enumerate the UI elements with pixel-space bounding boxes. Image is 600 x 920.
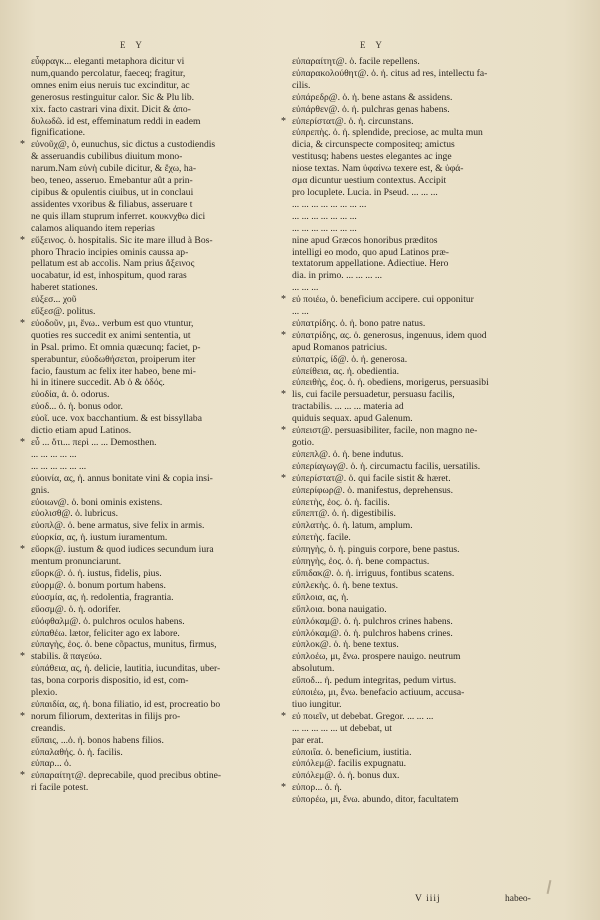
text-line [283, 151, 573, 163]
text-line [283, 628, 573, 640]
line-text: dictio etiam apud Latinos. [31, 425, 132, 437]
line-text: generosus restinguitur calor. Sic & Plu lib. [31, 91, 195, 103]
margin-asterisk: * [281, 329, 286, 341]
text-line [22, 366, 290, 378]
text-line [22, 116, 290, 128]
line-text: εὐπλατὴς. ὁ. ἡ. latum, amplum. [292, 520, 413, 532]
text-line [22, 294, 290, 306]
text-line [283, 532, 573, 544]
line-text: εὐπατρίδης, ας. ὁ. generosus, ingenuus, idem quod [292, 329, 487, 341]
line-text: εὐοινία, ας, ἡ. annus bonitate vini & copia insi- [31, 472, 213, 484]
margin-asterisk: * [20, 710, 25, 722]
line-text: εὐποιέω, μι, ἔνω. benefacio actiuum, accusa- [292, 687, 465, 699]
line-text: uocabatur, id est, inhospitum, quod raras [31, 270, 187, 282]
text-line [283, 56, 573, 68]
text-line [283, 758, 573, 770]
text-line [283, 735, 573, 747]
text-line [22, 413, 290, 425]
line-text: ri facile potest. [31, 782, 89, 794]
line-text: εὐπαραίτητ@. deprecabile, quod precibus obtine- [31, 770, 222, 782]
line-text: nine apud Græcos honoribus præditos [292, 234, 438, 246]
text-line [283, 116, 573, 128]
line-text: εὐπρεπὴς. ὁ. ἡ. splendide, preciose, ac multa mun [292, 127, 483, 139]
line-text: εὐπόλεμ@. facilis expugnatu. [292, 758, 407, 770]
text-line [283, 104, 573, 116]
right-column [283, 56, 573, 806]
text-line [283, 389, 573, 401]
left-column [22, 56, 290, 794]
line-text: dia. in primo. ... ... ... ... [292, 270, 383, 282]
line-text: εὐοδία, ἁ. ὁ. odorus. [31, 389, 110, 401]
line-text: ... ... [292, 306, 309, 318]
line-text: quiduis sequax. apud Galenum. [292, 413, 413, 425]
text-line [22, 616, 290, 628]
text-line [22, 449, 290, 461]
text-line [283, 687, 573, 699]
text-line [22, 544, 290, 556]
text-line [22, 187, 290, 199]
line-text: ... ... ... ... ... ... ... ... [292, 198, 367, 210]
text-line [283, 270, 573, 282]
line-text: niose textas. Nam ὑφαίνω texere est, & ὑφά- [292, 163, 464, 175]
text-line [22, 675, 290, 687]
line-text: εὔορκ@. iustum & quod iudices secundum iura [31, 544, 214, 556]
text-line [22, 211, 290, 223]
line-text: εὐοδ... ὁ. ἡ. bonus odor. [31, 401, 123, 413]
text-line [22, 127, 290, 139]
text-line [283, 342, 573, 354]
text-line [283, 616, 573, 628]
line-text: phoro Thracio incipies ominis caussa ap- [31, 246, 189, 258]
text-line [22, 628, 290, 640]
line-text: εὐπλόκαμ@. ὁ. ἡ. pulchros crines habens. [292, 615, 453, 627]
margin-asterisk: * [20, 234, 25, 246]
line-text: absolutum. [292, 663, 335, 675]
text-line [22, 139, 290, 151]
text-line [22, 687, 290, 699]
margin-asterisk: * [281, 472, 286, 484]
line-text: εὐορκία, ας, ἡ. iustum iuramentum. [31, 532, 168, 544]
text-line [22, 604, 290, 616]
text-line [22, 758, 290, 770]
text-line [22, 723, 290, 735]
line-text: εὐπορ... ὁ. ἡ. [292, 782, 342, 794]
text-line [283, 294, 573, 306]
margin-asterisk: * [20, 770, 25, 782]
margin-asterisk: * [281, 294, 286, 306]
text-line [22, 508, 290, 520]
line-text: εὔξεινος. ὁ. hospitalis. Sic ite mare illud à Bos- [31, 234, 213, 246]
line-text: εὐπειθὴς, ἐος. ὁ. ἡ. obediens, morigerus, persuasibi [292, 377, 489, 389]
line-text: plexio. [31, 687, 58, 699]
line-text: ne quis illam stuprum inferret. κουκνχθω dici [31, 210, 206, 222]
margin-asterisk: * [281, 782, 286, 794]
text-line [283, 675, 573, 687]
line-text: εὐπερίστατ@. ὁ. qui facile sistit & hæret. [292, 472, 451, 484]
text-line [22, 342, 290, 354]
line-text: εὐπειστ@. persuasibiliter, facile, non magno ne- [292, 425, 478, 437]
line-text: assidentes vxoribus & filiabus, asseruare t [31, 198, 193, 210]
line-text: omnes enim eius neruis tuc excinditur, ac [31, 79, 190, 91]
text-line [22, 473, 290, 485]
line-text: hi in itinere succedit. Ab ὁ & ὁδός. [31, 377, 165, 389]
paper-mark [547, 880, 552, 894]
line-text: haberet stationes. [31, 282, 98, 294]
line-text: εὐολισθ@. ὁ. lubricus. [31, 508, 118, 520]
line-text: pellatum est ab accolis. Nam prius ἄξεινος [31, 258, 195, 270]
text-line [283, 366, 573, 378]
margin-asterisk: * [20, 544, 25, 556]
line-text: cilis. [292, 79, 311, 91]
text-line [22, 735, 290, 747]
text-line [283, 318, 573, 330]
text-line [283, 330, 573, 342]
line-text: εὐοδοῦν, μι, ἔνω.. verbum est quo vtuntur, [31, 317, 194, 329]
line-text: num,quando percolatur, faeceq; fragitur, [31, 67, 186, 79]
line-text: pro locuplete. Lucia. in Pseud. ... ... ... [292, 186, 438, 198]
line-text: ... ... ... ... ... ... [31, 460, 87, 472]
line-text: εὐπαραίτητ@. ὁ. facile repellens. [292, 56, 420, 67]
text-line [22, 282, 290, 294]
line-text: σμα dicuntur uestium contextus. Accipit [292, 175, 447, 187]
margin-asterisk: * [20, 317, 25, 329]
line-text: fignificatione. [31, 127, 86, 139]
text-line [22, 270, 290, 282]
line-text: εὔοσμ@. ὁ. ἡ. odorifer. [31, 603, 121, 615]
text-line [283, 639, 573, 651]
text-line [283, 497, 573, 509]
text-line [22, 485, 290, 497]
text-line [283, 282, 573, 294]
signature-mark: V iiij [415, 894, 441, 904]
text-line [22, 389, 290, 401]
line-text: vestitusq; habens uestes elegantes ac inge [292, 151, 452, 163]
line-text: stabilis. ἃ παγεύω. [31, 651, 102, 663]
text-line [283, 794, 573, 806]
line-text: εὐπλεκὴς. ὁ. ἡ. bene textus. [292, 579, 398, 591]
text-line [283, 580, 573, 592]
line-text: εὐνοῦχ@, ὁ, eunuchus, sic dictus a custodiendis [31, 139, 216, 151]
text-line [283, 235, 573, 247]
text-line [22, 437, 290, 449]
text-line [22, 699, 290, 711]
text-line [22, 199, 290, 211]
line-text: εὐοῖ. uce. vox bacchantium. & est bissyllaba [31, 413, 202, 425]
text-line [22, 651, 290, 663]
line-text: εὐπαθέω. lætor, feliciter ago ex labore. [31, 627, 180, 639]
text-line [283, 473, 573, 485]
text-line [283, 449, 573, 461]
text-line [283, 568, 573, 580]
line-text: mentum pronunciarunt. [31, 556, 122, 568]
line-text: εὐπαρακολούθητ@. ὁ. ἡ. citus ad res, intellectu fa- [292, 67, 488, 79]
line-text: narum.Nam εὐνὴ cubile dicitur, & ἔχω, ha- [31, 163, 197, 175]
line-text: ... ... ... ... ... ... ... [292, 210, 357, 222]
text-line [283, 80, 573, 92]
text-line [22, 104, 290, 116]
margin-asterisk: * [281, 389, 286, 401]
text-line [22, 520, 290, 532]
text-line [22, 258, 290, 270]
text-line [22, 68, 290, 80]
text-line [283, 663, 573, 675]
line-text: gnis. [31, 484, 50, 496]
line-text: par erat. [292, 734, 324, 746]
line-text: sperabuntur, εὐοδωθήσεται, proiperum iter [31, 353, 196, 365]
text-line [22, 461, 290, 473]
line-text: gotio. [292, 437, 315, 448]
line-text: εὐ ποιεῖν, ut debebat. Gregor. ... ... ... [292, 710, 434, 722]
line-text: εὖ ... ὅτι... περὶ ... ... Demosthen. [31, 437, 157, 448]
text-line [22, 92, 290, 104]
line-text: ... ... ... ... ... ut debebat, ut [292, 722, 392, 734]
text-line [22, 747, 290, 759]
text-line [283, 175, 573, 187]
line-text: εὔορκ@. ὁ. ἡ. iustus, fidelis, pius. [31, 567, 162, 579]
text-line [22, 80, 290, 92]
text-line [22, 711, 290, 723]
line-text: εὐπαγὴς, ἐος. ὁ. bene cõpactus, munitus, firmus, [31, 639, 217, 651]
text-line [283, 508, 573, 520]
line-text: εὐπερίστατ@. ὁ. ἡ. circunstans. [292, 115, 414, 127]
line-text: εὐπαλαθής. ὁ. ἡ. facilis. [31, 746, 123, 758]
text-line [22, 497, 290, 509]
line-text: εὐπείθεια, ας. ἡ. obedientia. [292, 365, 400, 377]
margin-asterisk: * [20, 139, 25, 151]
text-line [283, 139, 573, 151]
line-text: εὔπεπτ@. ὁ. ἡ. digestibilis. [292, 508, 396, 520]
text-line [22, 318, 290, 330]
line-text: εὐπορέω, μι, ἔνω. abundo, ditor, facultatem [292, 794, 459, 806]
text-line [22, 568, 290, 580]
line-text: εὐπετὴς, ἐος. ὁ. ἡ. facilis. [292, 496, 390, 508]
line-text: & asseruandis cubilibus diuitum mono- [31, 151, 183, 163]
text-line [22, 56, 290, 68]
line-text: beo, teneo, asseruo. Emebantur aût a prin- [31, 175, 193, 187]
line-text: εὐπερίφωρ@. ὁ. manifestus, deprehensus. [292, 484, 454, 496]
text-line [283, 163, 573, 175]
line-text: quoties res succedit ex animi sententia, ut [31, 329, 191, 341]
line-text: εὐπλοέω, μι, ἔνω. prospere nauigo. neutrum [292, 651, 461, 663]
line-text: facio, faustum ac felix iter habeo, bene mi- [31, 365, 196, 377]
line-text: εὔπαις, ...ὁ. ἡ. bonos habens filios. [31, 734, 164, 746]
text-line [283, 199, 573, 211]
text-line [22, 354, 290, 366]
text-line [22, 770, 290, 782]
margin-asterisk: * [281, 115, 286, 127]
text-line [22, 532, 290, 544]
text-line [22, 592, 290, 604]
line-text: εὐπηγὴς, ἐος. ὁ. ἡ. bene compactus. [292, 556, 430, 568]
line-text: εὐπατρίδης. ὁ. ἡ. bono patre natus. [292, 317, 426, 329]
text-line [283, 211, 573, 223]
line-text: εὐπηγὴς, ὁ. ἡ. pinguis corpore, bene pastus. [292, 544, 460, 556]
line-text: δυλωδῶ. id est, effeminatum reddi in eadem [31, 115, 201, 127]
line-text: εὐξεσ... χοῦ [31, 294, 77, 306]
line-text: εὐπόλεμ@. ὁ. ἡ. bonus dux. [292, 770, 400, 782]
line-text: textatorum appellatione. Adiectiue. Hero [292, 258, 449, 270]
line-text: εὐπατρίς, ίδ@. ὁ. ἡ. generosa. [292, 353, 408, 365]
text-line [283, 127, 573, 139]
line-text: lis, cui facile persuadetur, persuasu facilis, [292, 389, 455, 401]
line-text: dicia, & circunspecte compositeq; amictus [292, 139, 455, 151]
line-text: εὐορμ@. ὁ. bonum portum habens. [31, 579, 166, 591]
text-line [22, 556, 290, 568]
line-text: εὐπαρ... ὁ. [31, 758, 72, 770]
text-line [283, 592, 573, 604]
margin-asterisk: * [281, 425, 286, 437]
margin-asterisk: * [20, 437, 25, 448]
line-text: ... ... ... ... ... [31, 448, 77, 460]
line-text: εὐπάρθεν@. ὁ. ἡ. pulchras genas habens. [292, 103, 450, 115]
line-text: cipibus & opulentis ciuibus, ut in conclaui [31, 186, 194, 198]
line-text: εὐπεπλ@. ὁ. ἡ. bene indutus. [292, 448, 404, 460]
running-head-left: E Y [120, 40, 146, 50]
line-text: εὐοιων@. ὁ. boni ominis existens. [31, 496, 163, 508]
text-line [283, 782, 573, 794]
text-line [283, 485, 573, 497]
margin-asterisk: * [20, 651, 25, 663]
text-line [22, 330, 290, 342]
text-line [22, 223, 290, 235]
text-line [22, 151, 290, 163]
line-text: εὐπαιδία, ας, ἡ. bona filiatio, id est, procreatio bo [31, 698, 221, 710]
line-text: εὐπλόκαμ@. ὁ. ἡ. pulchros habens crines. [292, 627, 453, 639]
text-line [283, 520, 573, 532]
line-text: in Psal. primo. Et omnia quæcunq; faciet, p- [31, 341, 201, 353]
text-line [22, 175, 290, 187]
line-text: εὐπερίαγωγ@. ὁ. ἡ. circumactu facilis, uersatilis. [292, 460, 481, 472]
text-line [283, 699, 573, 711]
line-text: tractabilis. ... ... ... materia ad [292, 401, 404, 413]
line-text: tas, bona corporis dispositio, id est, com- [31, 675, 189, 687]
text-line [283, 556, 573, 568]
text-line [283, 354, 573, 366]
line-text: εὐποιΐα. ὁ. beneficium, iustitia. [292, 746, 412, 758]
text-line [283, 306, 573, 318]
line-text: εὐόφθαλμ@. ὁ. pulchros oculos habens. [31, 615, 185, 627]
text-line [22, 401, 290, 413]
line-text: ... ... ... [292, 282, 319, 294]
line-text: εὐπλοκ@. ὁ. ἡ. bene textus. [292, 639, 399, 651]
text-line [22, 782, 290, 794]
text-line [283, 747, 573, 759]
line-text: εὔποδ... ἡ. pedum integritas, pedum virtus. [292, 675, 457, 687]
text-line [283, 711, 573, 723]
text-line [283, 544, 573, 556]
line-text: εὐπετὴς. facile. [292, 532, 351, 544]
text-line [22, 580, 290, 592]
line-text: εὖφραγκ... eleganti metaphora dicitur vi [31, 56, 185, 67]
line-text: εὐπάθεια, ας, ἡ. delicie, lautitia, iucunditas, uber- [31, 663, 221, 675]
text-line [283, 770, 573, 782]
text-line [283, 401, 573, 413]
text-line [22, 235, 290, 247]
text-line [283, 723, 573, 735]
line-text: xix. facto castrari vina dixit. Dicit & ἀπο- [31, 103, 191, 115]
line-text: εὔξεσ@. politus. [31, 306, 96, 318]
text-line [22, 639, 290, 651]
text-line [283, 604, 573, 616]
line-text: εὐ ποιέω, ὁ. beneficium accipere. cui opponitur [292, 294, 474, 306]
line-text: εὔπλοια, ας, ἡ. [292, 591, 349, 603]
text-line [283, 92, 573, 104]
line-text: εὐοσμία, ας, ἡ. redolentia, fragrantia. [31, 591, 174, 603]
text-line [283, 437, 573, 449]
text-line [283, 223, 573, 235]
line-text: εὐπάρεδρ@. ὁ. ἡ. bene astans & assidens. [292, 91, 453, 103]
line-text: apud Romanos patricius. [292, 341, 388, 353]
line-text: εὔπλοια. bona nauigatio. [292, 603, 387, 615]
text-line [22, 306, 290, 318]
margin-asterisk: * [281, 710, 286, 722]
line-text: creandis. [31, 722, 66, 734]
text-line [22, 377, 290, 389]
text-line [283, 651, 573, 663]
text-line [283, 377, 573, 389]
line-text: εὐοπλ@. ὁ. bene armatus, sive felix in armis. [31, 520, 205, 532]
text-line [22, 425, 290, 437]
text-line [283, 413, 573, 425]
text-line [22, 163, 290, 175]
catchword: habeo- [505, 894, 531, 904]
line-text: calamos aliquando item reperias [31, 222, 155, 234]
line-text: ... ... ... ... ... ... ... [292, 222, 357, 234]
line-text: εὔπιδακ@. ὁ. ἡ. irriguus, fontibus scatens. [292, 567, 455, 579]
line-text: intelligi eo modo, quo apud Latinos præ- [292, 246, 449, 258]
text-line [283, 425, 573, 437]
text-line [283, 247, 573, 259]
text-line [22, 663, 290, 675]
text-line [22, 247, 290, 259]
text-line [283, 461, 573, 473]
text-line [283, 68, 573, 80]
line-text: tiuo iungitur. [292, 698, 342, 710]
running-head-right: E Y [360, 40, 386, 50]
text-line [283, 258, 573, 270]
text-line [283, 187, 573, 199]
line-text: norum filiorum, dexteritas in filijs pro- [31, 710, 181, 722]
